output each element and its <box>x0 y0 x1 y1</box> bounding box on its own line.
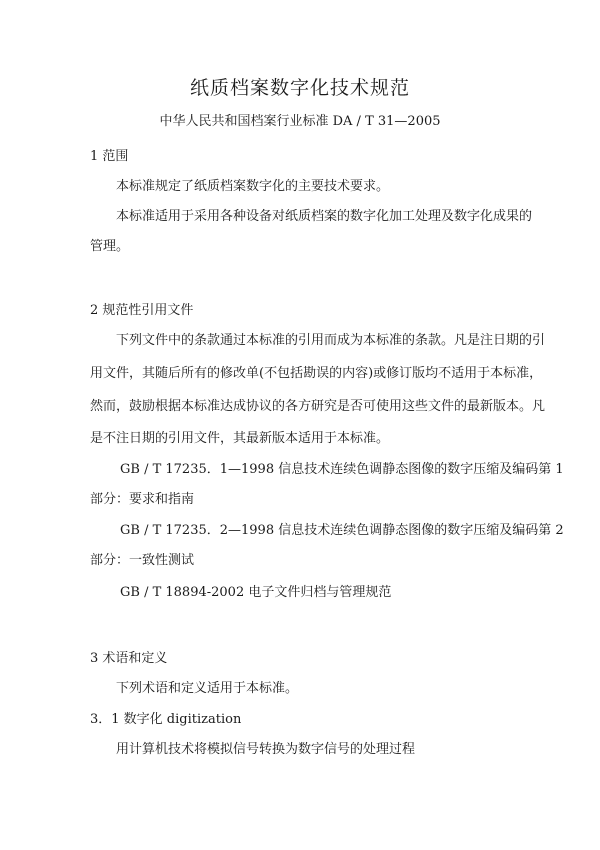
section-1-heading: 1 范围 <box>90 149 129 164</box>
reference-1-line-1: GB / T 17235．1—1998 信息技术连续色调静态图像的数字压缩及编码第 1 <box>120 462 564 477</box>
reference-1-line-2: 部分：要求和指南 <box>90 492 195 507</box>
section-2-paragraph-line-1: 下列文件中的条款通过本标准的引用而成为本标准的条款。凡是注日期的引 <box>116 333 546 348</box>
subsection-3-1-definition: 用计算机技术将模拟信号转换为数字信号的处理过程 <box>116 742 416 757</box>
document-subtitle: 中华人民共和国档案行业标准 DA / T 31—2005 <box>159 114 441 129</box>
reference-2-line-2: 部分：一致性测试 <box>90 553 195 568</box>
section-3-paragraph-1: 下列术语和定义适用于本标准。 <box>116 681 299 696</box>
section-2-heading: 2 规范性引用文件 <box>90 303 194 318</box>
section-1-paragraph-2-line-2: 管理。 <box>90 239 130 254</box>
section-2-paragraph-line-3: 然而，鼓励根据本标准达成协议的各方研究是否可使用这些文件的最新版本。凡 <box>90 399 546 414</box>
document-title: 纸质档案数字化技术规范 <box>189 77 410 99</box>
section-2-paragraph-line-4: 是不注日期的引用文件，其最新版本适用于本标准。 <box>90 431 390 446</box>
section-1-paragraph-2-line-1: 本标准适用于采用各种设备对纸质档案的数字化加工处理及数字化成果的 <box>116 209 533 224</box>
subsection-3-1-heading: 3．1 数字化 digitization <box>90 712 242 727</box>
reference-2-line-1: GB / T 17235．2—1998 信息技术连续色调静态图像的数字压缩及编码第 2 <box>120 523 564 538</box>
section-2-paragraph-line-2: 用文件，其随后所有的修改单(不包括勘误的内容)或修订版均不适用于本标准， <box>90 366 543 381</box>
reference-3: GB / T 18894-2002 电子文件归档与管理规范 <box>120 585 392 600</box>
section-3-heading: 3 术语和定义 <box>90 651 168 666</box>
section-1-paragraph-1: 本标准规定了纸质档案数字化的主要技术要求。 <box>116 179 390 194</box>
